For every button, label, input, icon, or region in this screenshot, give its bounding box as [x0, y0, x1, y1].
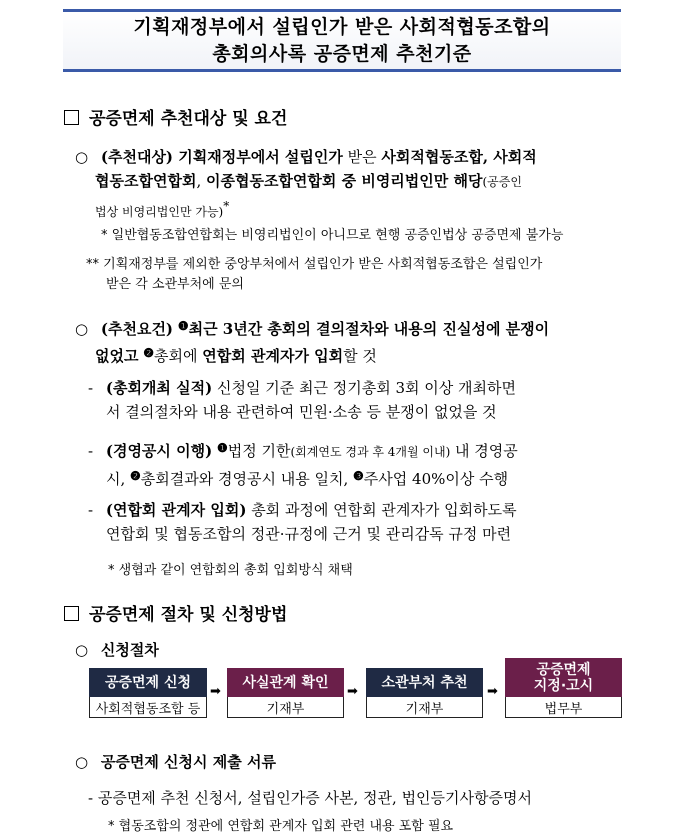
circle-bullet: ○: [75, 753, 89, 771]
circle-bullet: ○: [75, 641, 89, 659]
title-line-2: 총회의사록 공증면제 추천기준: [212, 42, 472, 65]
observer-note: * 생협과 같이 연합회의 총회 입회방식 채택: [108, 563, 353, 578]
requirement-item-meeting: - (총회개최 실적) 신청일 기준 최근 정기총회 3회 이상 개최하면 서 결의절차와 내용 관련하여 민원·소송 등 분쟁이 없었을 것: [88, 379, 516, 421]
checkbox-square-icon: [64, 110, 79, 125]
requirement-item-observer: - (연합회 관계자 입회) 총회 과정에 연합회 관계자가 입회하도록 연합회 및 협동조합의 정관·규정에 근거 및 관리감독 규정 마련: [88, 501, 517, 543]
circle-bullet: ○: [75, 320, 89, 338]
checkbox-square-icon: [64, 606, 79, 621]
requirements-paragraph: ○ (추천요건) $^❶$최근 3년간 총회의 결의절차와 내용의 진실성에 분쟁이 없었고 $^❷$총회에 연합회 관계자가 입회할 것: [75, 319, 550, 365]
documents-heading: ○ 공증면제 신청시 제출 서류: [75, 753, 276, 771]
documents-note: * 협동조합의 정관에 연합회 관계자 입회 관련 내용 포함 필요: [108, 819, 454, 834]
flow-step-3: 소관부처 추천 기재부: [366, 668, 483, 718]
target-paragraph: ○ (추천대상) 기획재정부에서 설립인가 받은 사회적협동조합, 사회적 협동조합연합회, 이종협동조합연합회 중 비영리법인만 해당(공증인 법상 비영리법인만 가능)*: [75, 148, 537, 219]
procedure-heading: ○ 신청절차: [75, 641, 159, 659]
circle-bullet: ○: [75, 148, 89, 166]
flow-step-2: 사실관계 확인 기재부: [227, 668, 344, 718]
arrow-right-icon: ➡: [210, 684, 221, 699]
target-note-1: * 일반협동조합연합회는 비영리법인이 아니므로 현행 공증인법상 공증면제 불가능: [101, 228, 564, 243]
target-note-2b: 받은 각 소관부처에 문의: [106, 277, 244, 292]
requirements-label: (추천요건): [100, 320, 174, 338]
target-label: (추천대상): [100, 148, 174, 166]
title-line-1: 기획재정부에서 설립인가 받은 사회적협동조합의: [133, 15, 551, 38]
arrow-right-icon: ➡: [347, 684, 358, 699]
flow-step-4: 공증면제 지정·고시 법무부: [505, 668, 622, 718]
title-box: [63, 9, 621, 72]
section-heading-2: 공증면제 절차 및 신청방법: [64, 600, 287, 625]
section-heading-1: 공증면제 추천대상 및 요건: [64, 104, 287, 129]
requirement-item-disclosure: - (경영공시 이행) $^❶$법정 기한(회계연도 경과 후 4개월 이내) 내 경영공 시, $^❷$총회결과와 경영공시 내용 일치, $^❸$주사업 40%이상 수행: [88, 441, 518, 488]
arrow-right-icon: ➡: [487, 684, 498, 699]
target-note-2a: ** 기획재정부를 제외한 중앙부처에서 설립인가 받은 사회적협동조합은 설립인가: [86, 257, 543, 272]
documents-list: - 공증면제 추천 신청서, 설립인가증 사본, 정관, 법인등기사항증명서: [88, 789, 532, 807]
flow-step-1: 공증면제 신청 사회적협동조합 등: [89, 668, 207, 718]
